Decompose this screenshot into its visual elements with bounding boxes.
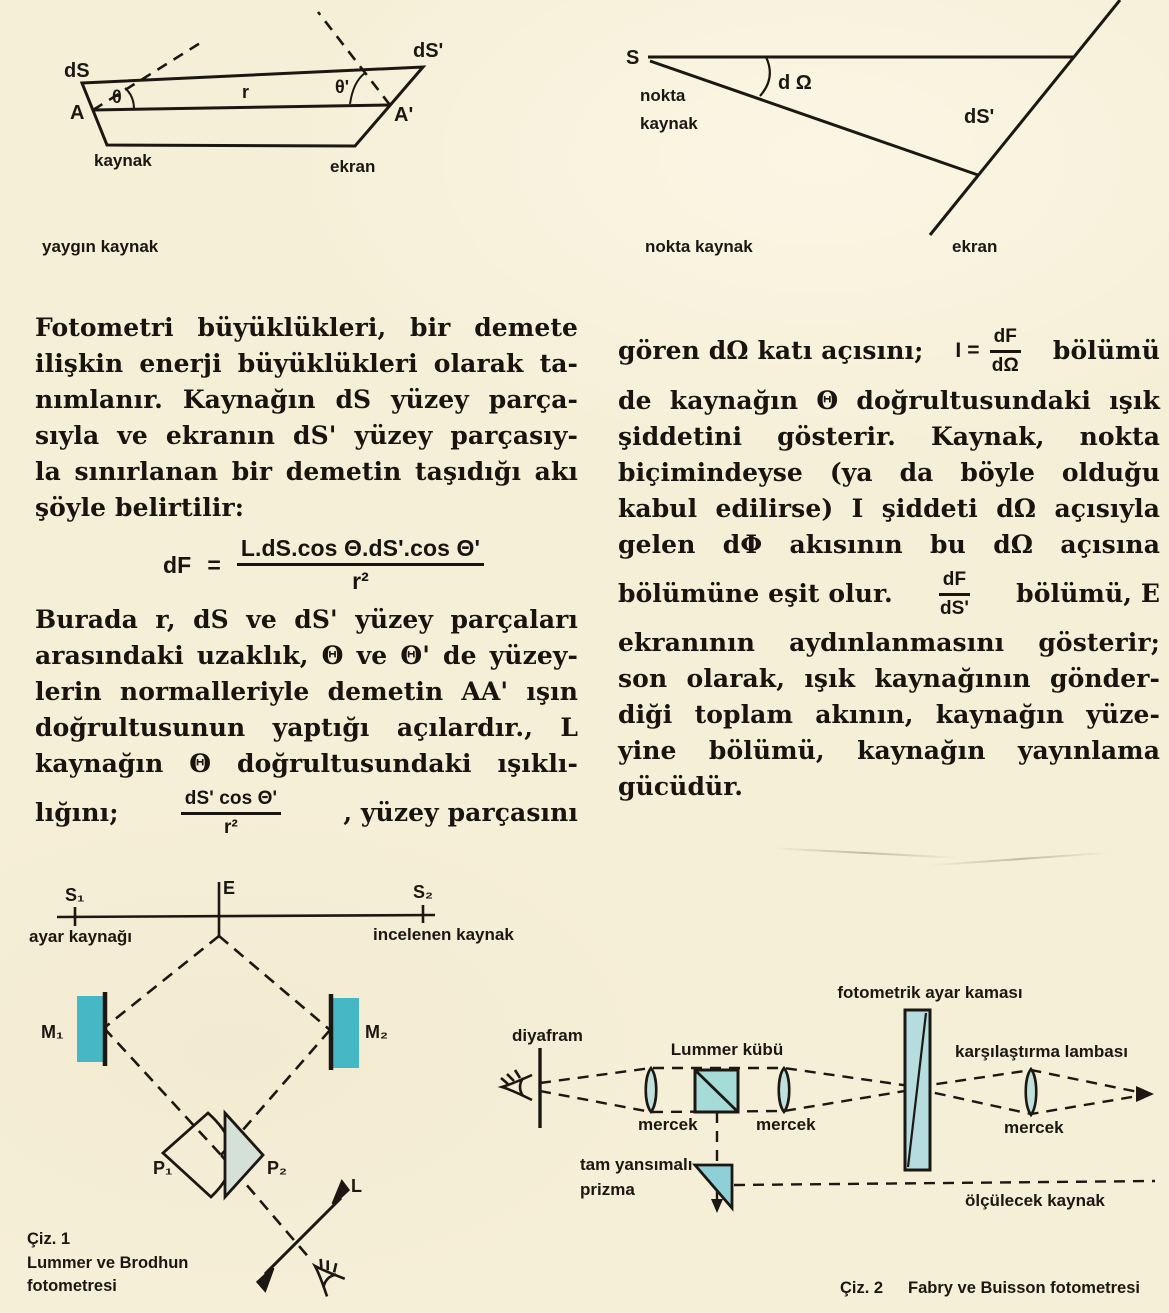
label-karsilastirma-lambasi: karşılaştırma lambası [955,1042,1128,1061]
text-line: ilişkin enerji büyüklükleri olarak ta- [35,349,578,378]
ray-measured-source [734,1181,1155,1185]
label-diyafram: diyafram [512,1026,583,1045]
figure-extended-source [30,0,570,270]
ray-top [540,1068,1138,1092]
fraction-numerator: dF [990,326,1021,353]
label-E: E [223,878,236,898]
frac-line-post: , yüzey parçasını [343,798,578,828]
intensity-symbol: I = [955,339,980,363]
label-mercek-3: mercek [1004,1118,1064,1137]
figure-caption: yaygın kaynak [42,237,159,256]
lens-3 [1026,1069,1037,1115]
label-S1: S₁ [65,885,85,905]
label-dS-prime: dS' [413,40,444,62]
text-line: gücüdür. [618,772,744,802]
text-line: son olarak, ışık kaynağının gönder- [618,664,1160,694]
lower-ray [650,61,978,175]
label-d-omega: d Ω [778,72,812,94]
ray-end-arrowhead [1136,1086,1154,1102]
formula-lhs: dF [163,551,192,578]
text-line: doğrultusunun yaptığı açılardır., L [35,712,578,742]
text-line: kabul edilirse) I şiddeti dΩ açısıyla [618,493,1160,523]
solid-angle-arc [760,57,770,96]
figure-fabry-buisson [488,975,1169,1313]
label-P1: P₁ [153,1158,173,1178]
r-line [93,105,390,110]
text-line: ekranının aydınlanmasını gösterir; [618,628,1160,658]
label-ayar-kaynagi: ayar kaynağı [29,927,133,946]
figure2-caption-number: Çiz. 2 [840,1279,884,1297]
figure-point-source [600,0,1169,270]
figure1-caption-line3: fotometresi [27,1277,117,1295]
text-line: biçimindeyse (ya da böyle olduğu [618,457,1160,487]
formula-fraction [237,535,484,595]
text-line-with-fraction [618,320,1160,383]
text-line: yine bölümü, kaynağın yayınlama [618,736,1160,766]
label-mercek-2: mercek [756,1115,816,1134]
beam-E-M1 [104,936,219,1028]
eye-icon [305,1253,348,1296]
fraction-numerator: dF [939,569,970,596]
fraction-denominator: dΩ [991,354,1019,376]
article-right-column [618,320,1160,805]
label-M2: M₂ [365,1022,388,1042]
label-r: r [242,82,250,102]
label-theta: θ [112,87,122,107]
text-line: nımlanır. Kaynağın dS yüzey parça- [35,385,578,414]
beam-M1-prism [104,1028,221,1155]
flux-formula [163,535,578,595]
figure-caption: nokta kaynak [645,237,753,256]
mirror-M2 [333,998,359,1068]
article-left-column [35,310,578,845]
text-line-with-fraction [618,563,1160,626]
label-lummer-kubu: Lummer kübü [670,1040,784,1059]
text-line: lerin normalleriyle demetin AA' ışın [35,676,578,706]
fraction-denominator: dS' [939,597,970,619]
label-kaynak: kaynak [640,114,698,133]
frac-line-post: bölümü, E [1016,579,1160,609]
label-prizma: prizma [580,1180,635,1199]
inline-fraction [181,788,281,839]
lens-2 [779,1068,790,1112]
label-nokta: nokta [640,86,686,105]
text-line: de kaynağın Θ doğrultusundaki ışık [618,385,1160,415]
label-fotometrik-ayar-kamasi: fotometrik ayar kaması [837,983,1023,1002]
label-P2: P₂ [267,1158,288,1178]
text-line: la sınırlanan bir demetin taşıdığı akı [35,457,578,486]
label-dS-prime: dS' [964,106,995,128]
beam-E-M2 [219,936,330,1030]
label-A-prime: A' [394,104,414,126]
label-incelenen-kaynak: incelenen kaynak [373,925,514,944]
paper-crease [770,847,960,859]
inline-fraction [939,569,970,620]
text-line: sıyla ve ekranın dS' yüzey parçasıy- [35,421,578,450]
prism-exit-arrowhead [711,1199,723,1213]
figure-lummer-brodhun [15,870,535,1313]
text-line: diği toplam akının, kaynağın yüze- [618,700,1160,730]
frac-line-pre: gören dΩ katı açısını; [618,336,924,366]
text-line: kaynağın Θ doğrultusundaki ışıklı- [35,748,578,778]
label-tam-yansimali: tam yansımalı [580,1155,693,1174]
normal-ds2-dashed [318,12,390,105]
text-line: Burada r, dS ve dS' yüzey parçaları [35,604,578,634]
formula-numerator: L.dS.cos Θ.dS'.cos Θ' [237,535,484,566]
label-ekran: ekran [330,157,376,176]
label-olculecek-kaynak: ölçülecek kaynak [965,1191,1105,1210]
paper-crease [930,852,1110,867]
inline-fraction [990,326,1021,377]
figure1-caption-number: Çiz. 1 [27,1230,71,1248]
optical-bench-rail [57,915,435,917]
label-A: A [70,102,85,124]
mirror-M1 [77,996,103,1062]
text-line: şiddetini gösterir. Kaynak, nokta [618,421,1160,451]
formula-equals: = [207,551,221,578]
frac-line-pre: lığını; [35,798,119,828]
text-line: gelen dΦ akısının bu dΩ açısına [618,529,1160,559]
text-line: şöyle belirtilir: [35,493,245,522]
label-ekran: ekran [952,237,998,256]
intensity-definition [955,326,1021,377]
label-L: L [351,1176,362,1196]
figure2-caption-text: Fabry ve Buisson fotometresi [908,1279,1140,1297]
frac-line-pre: bölümüne eşit olur. [618,579,893,609]
prism-P2 [225,1113,263,1197]
theta-prime-arc [350,73,365,104]
lens-1 [646,1068,657,1112]
eye-icon [501,1070,532,1100]
figure1-caption-line2: Lummer ve Brodhun [27,1254,189,1272]
ray-bottom [540,1089,1138,1114]
fraction-numerator: dS' cos Θ' [181,788,281,815]
screen-line [930,0,1120,235]
text-line: Fotometri büyüklükleri, bir demete [35,313,578,342]
text-line: arasındaki uzaklık, Θ ve Θ' de yüzey- [35,640,578,670]
frac-line-post: bölümü [1052,336,1160,366]
label-theta-prime: θ' [335,77,350,97]
formula-denominator: r² [352,568,369,595]
label-S2: S₂ [413,882,434,902]
text-line-with-fraction [35,782,578,845]
normal-ds-dashed [93,40,205,110]
fraction-denominator: r² [223,816,238,838]
theta-arc [125,88,134,109]
label-kaynak: kaynak [94,151,152,170]
label-mercek-1: mercek [638,1115,698,1134]
label-S: S [626,47,640,69]
label-M1: M₁ [41,1022,64,1042]
label-dS: dS [64,60,90,82]
